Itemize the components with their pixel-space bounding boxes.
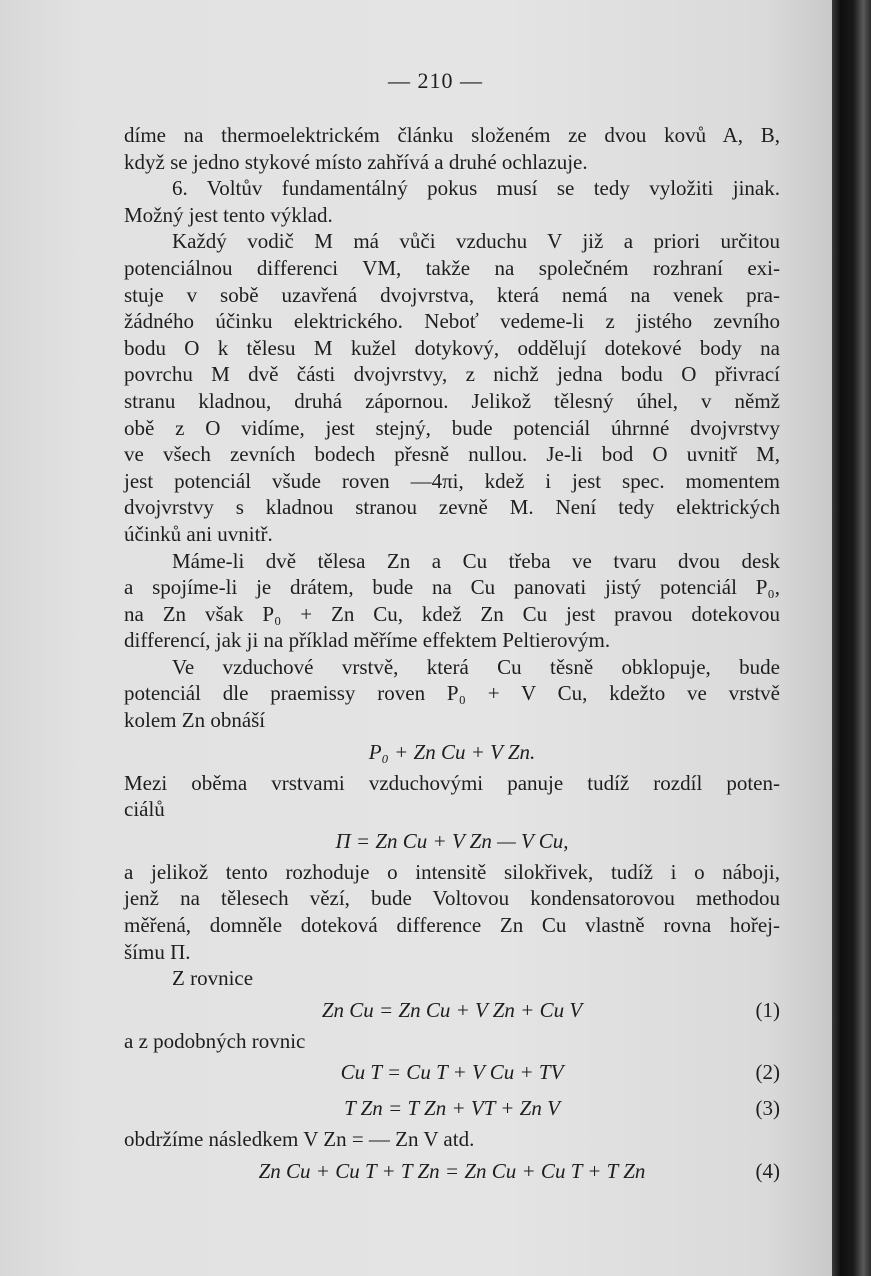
text-line: potenciál dle praemissy roven P₀ + V Cu, kdežto ve vrstvě [124, 681, 780, 706]
equation-4 [124, 1153, 780, 1189]
text-line: bodu O k tělesu M kužel dotykový, oddělují dotekové body na [124, 335, 780, 360]
equation-1 [124, 992, 780, 1028]
text-line: jenž na tělesech vězí, bude Voltovou kondensatorovou methodou [124, 886, 780, 911]
equation-number: (2) [755, 1060, 780, 1085]
text-line: stuje v sobě uzavřená dvojvrstva, která nemá na venek pra- [124, 282, 780, 307]
book-binding-edge [832, 0, 871, 1276]
page-number: — 210 — [388, 68, 483, 93]
equation-3 [124, 1090, 780, 1126]
equation-number: (3) [755, 1096, 780, 1121]
text-line: Mezi oběma vrstvami vzduchovými panuje tudíž rozdíl poten- [124, 770, 780, 795]
equation-pi [124, 823, 780, 859]
text-line: když se jedno stykové místo zahřívá a druhé ochlazuje. [124, 149, 588, 174]
text-line: povrchu M dvě části dvojvrstvy, z nichž jedna bodu O přivrací [124, 362, 780, 387]
equation-text: Zn Cu = Zn Cu + V Zn + Cu V [321, 997, 583, 1022]
text-line: ve všech zevních bodech přesně nullou. Je-li bod O uvnitř M, [124, 442, 780, 467]
text-line: měřená, domněle doteková difference Zn Cu vlastně rovna hořej- [124, 913, 780, 938]
text-line: differencí, jak ji na příklad měříme effektem Peltierovým. [124, 628, 611, 653]
text-line: Každý vodič M má vůči vzduchu V již a priori určitou [172, 229, 780, 254]
text-line: jest potenciál všude roven —4πi, kdež i jest spec. momentem [124, 468, 780, 493]
page-body [124, 122, 780, 1189]
text-line: obě z O vidíme, jest stejný, bude potenciál úhrnné dvojvrstvy [124, 415, 780, 440]
equation-text: Zn Cu + Cu T + T Zn = Zn Cu + Cu T + T Zn [258, 1159, 646, 1183]
equation-text: Cu T = Cu T + V Cu + TV [340, 1060, 564, 1085]
equation-2 [124, 1054, 780, 1090]
text-line: Z rovnice [172, 966, 254, 991]
equation-text: T Zn = T Zn + VT + Zn V [344, 1096, 560, 1121]
equation-potential [124, 734, 780, 770]
equation-number: (1) [755, 997, 780, 1022]
text-line: obdržíme následkem V Zn = — Zn V atd. [124, 1127, 475, 1152]
text-line: ciálů [124, 797, 165, 822]
text-line: Ve vzduchové vrstvě, která Cu těsně obklopuje, bude [172, 654, 780, 679]
text-line: Možný jest tento výklad. [124, 202, 333, 227]
equation-text: Π = Zn Cu + V Zn — V Cu, [335, 828, 569, 853]
equation-number: (4) [755, 1159, 780, 1183]
text-line: žádného účinku elektrického. Neboť vedeme-li z jistého zevního [124, 309, 780, 334]
text-line: šímu Π. [124, 939, 191, 964]
equation-text: P₀ + Zn Cu + V Zn. [368, 739, 536, 764]
text-line: stranu kladnou, druhá zápornou. Jelikož tělesný úhel, v němž [124, 388, 780, 413]
text-line: a jelikož tento rozhoduje o intensitě silokřivek, tudíž i o náboji, [124, 859, 780, 884]
text-line: účinků ani uvnitř. [124, 521, 273, 546]
text-line: a spojíme-li je drátem, bude na Cu panovati jistý potenciál P₀, [124, 575, 780, 600]
text-line: na Zn však P₀ + Zn Cu, kdež Zn Cu jest pravou dotekovou [124, 601, 780, 626]
text-line: 6. Voltův fundamentálný pokus musí se tedy vyložiti jinak. [172, 176, 780, 201]
text-line: kolem Zn obnáší [124, 708, 266, 733]
text-line: Máme-li dvě tělesa Zn a Cu třeba ve tvaru dvou desk [172, 548, 780, 573]
text-line: potenciálnou differenci VM, takže na společném rozhraní exi- [124, 255, 780, 280]
text-line: a z podobných rovnic [124, 1028, 306, 1053]
text-line: díme na thermoelektrickém článku složeném ze dvou kovů A, B, [124, 123, 780, 147]
text-line: dvojvrstvy s kladnou stranou zevně M. Není tedy elektrických [124, 495, 780, 520]
